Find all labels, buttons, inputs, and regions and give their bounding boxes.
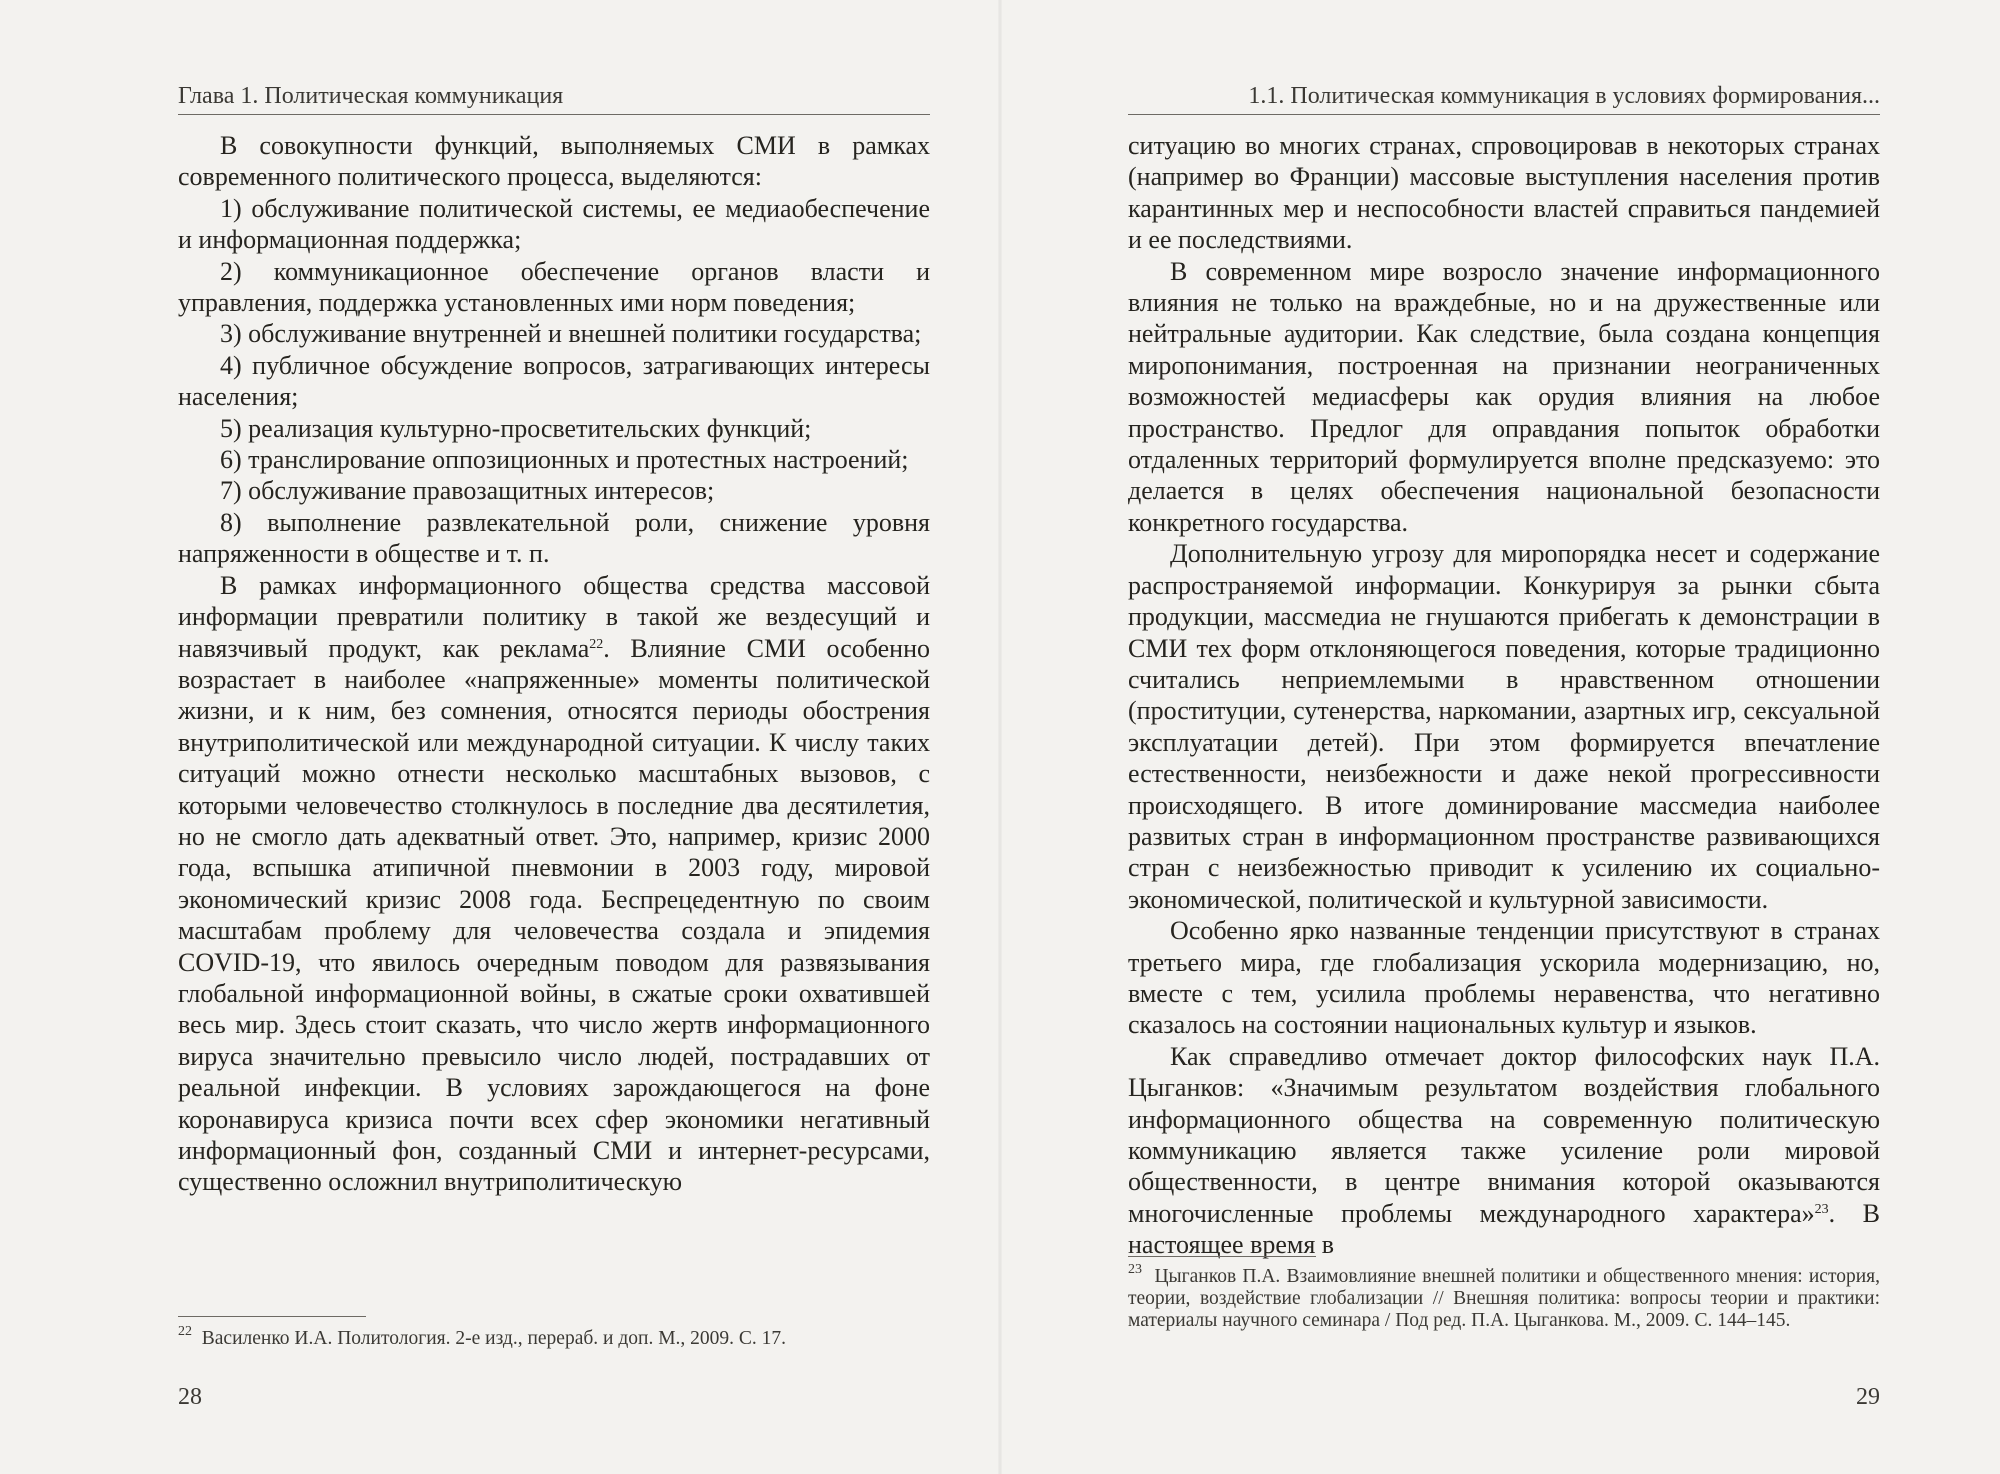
running-header: 1.1. Политическая коммуникация в условиях формирования... [1128, 82, 1880, 115]
list-item: 4) публичное обсуждение вопросов, затрагивающих интересы населения; [178, 350, 930, 412]
footnote [178, 1324, 930, 1350]
text-span: . В настоящее время в [1128, 1198, 1880, 1260]
body-text [178, 130, 930, 1198]
paragraph [178, 570, 930, 1198]
text-span: . Влияние СМИ особенно возрастает в наиболее «напряженные» моменты политической жизни, и к ним, без сомнения, относятся периоды обострения внутриполитической или международной ситуации. К числу таких ситуаций можно отнести несколько масштабных вызовов, с которыми человечество столкнулось в последние два десятилетия, но не смогло дать адекватный ответ. Это, например, кризис 2000 года, вспышка атипичной пневмонии в 2003 году, мировой экономический кризис 2008 года. Беспрецедентную по своим масштабам проблему для человечества создала и эпидемия COVID-19, что явилось очередным поводом для развязывания глобальной информационной войны, в сжатые сроки охватившей весь мир. Здесь стоит сказать, что число жертв информационного вируса значительно превысило число людей, пострадавших от реальной инфекции. В условиях зарождающегося на фоне коронавируса кризиса почти всех сфер экономики негативный информационный фон, созданный СМИ и интернет-ресурсами, существенно осложнил внутриполитическую [178, 633, 930, 1197]
footnote-rule [1128, 1256, 1316, 1257]
paragraph: Дополнительную угрозу для миропорядка несет и содержание распространяемой информации. Конкурируя за рынки сбыта продукции, массмедиа не гнушаются прибегать к демонстрации в СМИ тех форм отклоняющегося поведения, которые традиционно считались неприемлемыми в нравственном отношении (проституции, сутенерства, наркомании, азартных игр, сексуальной эксплуатации детей). При этом формируется впечатление естественности, неизбежности и даже некой прогрессивности происходящего. В итоге доминирование массмедиа наиболее развитых стран в информационном пространстве развивающихся стран с неизбежностью приводит к усилению их социально-экономической, политической и культурной зависимости. [1128, 539, 1880, 914]
footnote-number: 22 [178, 1324, 192, 1339]
page-number: 29 [1856, 1384, 1880, 1410]
text-span: В рамках информационного общества средства массовой информации превратили политику в такой же вездесущий и навязчивый продукт, как реклама [178, 570, 930, 663]
page-number: 28 [178, 1384, 202, 1410]
footnote-ref: 23 [1814, 1201, 1829, 1217]
list-item: 3) обслуживание внутренней и внешней политики государства; [220, 319, 922, 349]
footnotes [1128, 1262, 1881, 1332]
paragraph: ситуацию во многих странах, спровоцировав в некоторых странах (например во Франции) массовые выступления населения против карантинных мер и неспособности властей справиться пандемией и ее последствиями. [1128, 131, 1880, 255]
paragraph [1128, 1041, 1880, 1261]
footnote-number: 23 [1128, 1262, 1142, 1277]
paragraph: В современном мире возросло значение информационного влияния не только на враждебные, но и на дружественные или нейтральные аудитории. Как следствие, была создана концепция миропонимания, построенная на признании неограниченных возможностей медиасферы как орудия влияния на любое пространство. Предлог для оправдания попыток обработки отдаленных территорий формулируется вполне предсказуемо: это делается в целях обеспечения национальной безопасности конкретного государства. [1128, 256, 1880, 537]
text-span: Как справедливо отмечает доктор философских наук П.А. Цыганков: «Значимым результатом воздействия глобального информационного общества на современную политическую коммуникацию является также усиление роли мировой общественности, в центре внимания которой оказываются многочисленные проблемы международного характера» [1128, 1041, 1880, 1228]
list-item: 1) обслуживание политической системы, ее медиаобеспечение и информационная поддержка; [178, 193, 930, 255]
footnote [1128, 1262, 1881, 1332]
list-item: 6) транслирование оппозиционных и протестных настроений; [220, 445, 909, 475]
paragraph: В совокупности функций, выполняемых СМИ в рамках современного политического процесса, выделяются: [178, 131, 930, 192]
left-page [178, 0, 930, 1474]
list-item: 5) реализация культурно-просветительских функций; [220, 413, 812, 443]
right-page [1128, 0, 1880, 1474]
paragraph: Особенно ярко названные тенденции присутствуют в странах третьего мира, где глобализация ускорила модернизацию, но, вместе с тем, усилила проблемы неравенства, что негативно сказалось на состоянии национальных культур и языков. [1128, 916, 1880, 1040]
footnote-text: Василенко И.А. Политология. 2-е изд., перераб. и доп. М., 2009. С. 17. [201, 1328, 787, 1349]
list-item: 2) коммуникационное обеспечение органов власти и управления, поддержка установленных ими норм поведения; [178, 256, 930, 318]
list-item: 8) выполнение развлекательной роли, снижение уровня напряженности в обществе и т. п. [178, 507, 930, 569]
running-header: Глава 1. Политическая коммуникация [178, 82, 930, 115]
footnote-rule [178, 1316, 366, 1317]
body-text [1128, 130, 1880, 1261]
list-item: 7) обслуживание правозащитных интересов; [220, 476, 715, 506]
footnote-text: Цыганков П.А. Взаимовлияние внешней политики и общественного мнения: история, теории, воздействие глобализации // Внешняя политика: вопросы теории и практики: материалы научного семинара / Под ред. П.А. Цыганкова. М., 2009. С. 144–145. [1128, 1266, 1881, 1331]
footnote-ref: 22 [589, 636, 604, 652]
footnotes [178, 1324, 930, 1350]
gutter [998, 0, 1002, 1474]
